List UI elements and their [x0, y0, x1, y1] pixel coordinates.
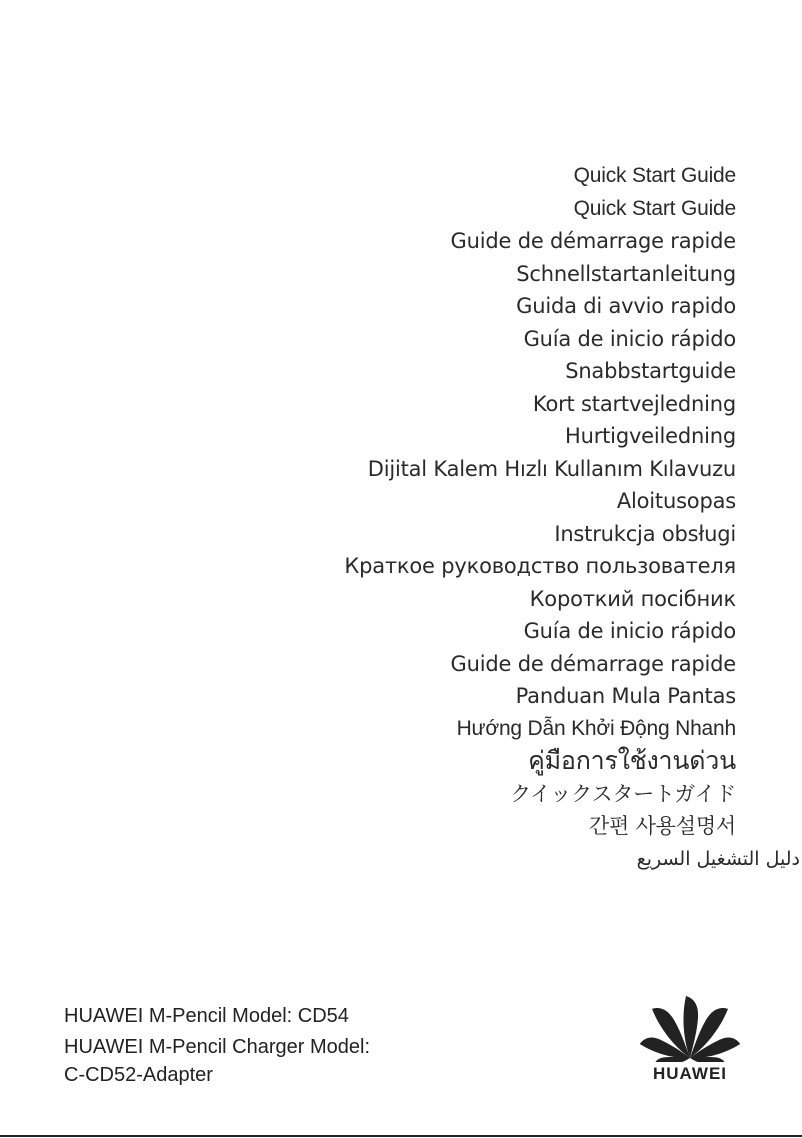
- guide-title: Guide de démarrage rapide: [450, 229, 736, 253]
- guide-title: دليل التشغيل السريع: [636, 847, 800, 870]
- brand-wordmark: HUAWEI: [653, 1064, 727, 1083]
- guide-title: คู่มือการใช้งานด่วน: [528, 746, 736, 775]
- guide-title: Hướng Dẫn Khởi Động Nhanh: [456, 716, 736, 740]
- guide-title: Kort startvejledning: [532, 391, 736, 416]
- huawei-logo: [640, 988, 740, 1088]
- guide-title: Aloitusopas: [616, 489, 736, 513]
- guide-title: Короткий посібник: [529, 586, 736, 611]
- page-bottom-border: [0, 1135, 802, 1137]
- guide-title: Instrukcja obsługi: [554, 521, 736, 546]
- guide-title: クイックスタートガイド: [510, 781, 736, 806]
- guide-title: Dijital Kalem Hızlı Kullanım Kılavuzu: [367, 456, 736, 481]
- guide-title: Quick Start Guide: [573, 164, 736, 187]
- guide-title: Guía de inicio rápido: [523, 619, 736, 643]
- guide-title-list: [344, 160, 800, 875]
- guide-title: 간편 사용설명서: [588, 814, 736, 838]
- guide-title: Guía de inicio rápido: [523, 326, 736, 351]
- huawei-petals-logo-icon: [640, 988, 740, 1062]
- guide-title: Quick Start Guide: [573, 196, 736, 220]
- guide-title: Panduan Mula Pantas: [515, 684, 736, 708]
- guide-title: Schnellstartanleitung: [516, 261, 736, 286]
- charger-model: HUAWEI M-Pencil Charger Model:: [64, 1036, 371, 1058]
- guide-title: Guida di avvio rapido: [516, 294, 736, 318]
- guide-title: Краткое руководство пользователя: [344, 554, 736, 578]
- guide-title: Snabbstartguide: [565, 359, 736, 383]
- model-info: [64, 1002, 370, 1089]
- guide-title: Guide de démarrage rapide: [450, 651, 736, 676]
- guide-title: Hurtigveiledning: [565, 424, 736, 448]
- charger-model-number: C-CD52-Adapter: [64, 1064, 213, 1086]
- pencil-model: HUAWEI M-Pencil Model: CD54: [64, 1005, 349, 1027]
